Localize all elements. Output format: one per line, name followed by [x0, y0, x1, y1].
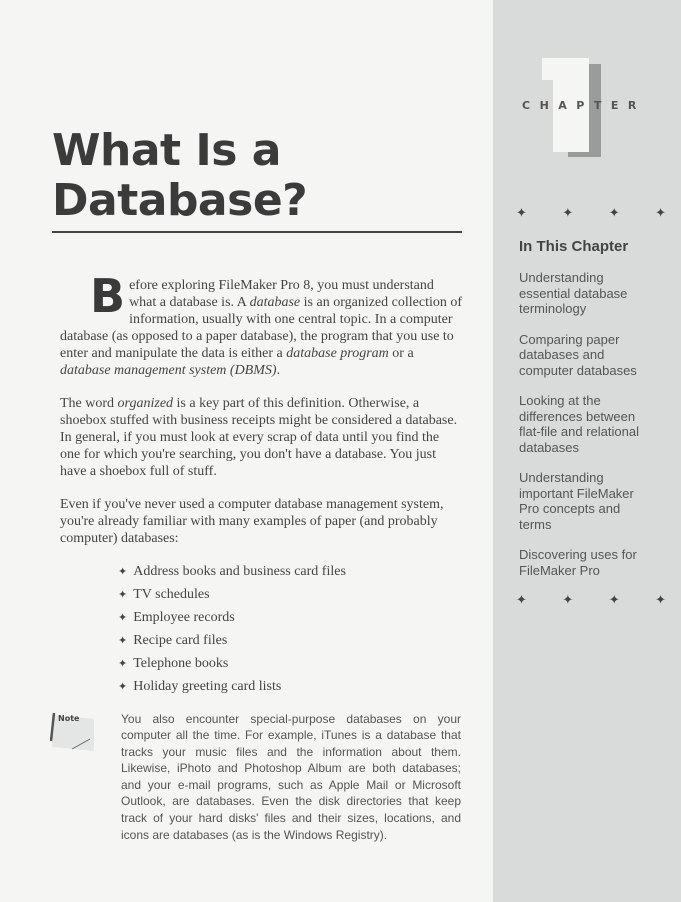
diamond-icon: ✦ — [562, 206, 574, 221]
in-this-chapter-panel — [516, 206, 666, 609]
note-box — [52, 711, 462, 844]
bullet-list — [60, 563, 462, 695]
paragraph — [60, 268, 463, 379]
title-rule — [52, 231, 462, 233]
list-item — [118, 678, 462, 695]
diamond-bullet-icon: ✦ — [118, 656, 128, 670]
list-item-text: TV schedules — [133, 586, 210, 602]
diamond-bullet-icon: ✦ — [118, 587, 128, 601]
chapter-topic: Understanding important FileMaker Pro concepts and terms — [519, 470, 634, 532]
chapter-number-notch — [542, 58, 556, 80]
diamond-bullet-icon: ✦ — [118, 633, 128, 647]
list-item-text: Address books and business card files — [133, 563, 346, 579]
note-label: Note — [58, 713, 80, 723]
list-item — [118, 609, 462, 626]
page-title: What Is a Database? — [52, 125, 308, 226]
text: is a key part of this definition. Otherwise, a shoebox stuffed with business receipts might be considered a database. In general, if you must look at every scrap of data until you find the one for which you're searching, you don't have a database. You just have a shoebox full of stuff. — [60, 395, 458, 479]
emphasis: database program — [286, 345, 389, 361]
drop-cap: B — [90, 268, 126, 323]
chapter-topic: Looking at the differences between flat-file and relational databases — [519, 393, 639, 455]
chapter-topic: Discovering uses for FileMaker Pro — [519, 547, 637, 578]
list-item-text: Holiday greeting card lists — [133, 678, 282, 694]
diamond-icon: ✦ — [655, 593, 666, 608]
chapter-topic: Comparing paper databases and computer databases — [519, 331, 637, 378]
text: . — [276, 362, 281, 378]
diamond-icon: ✦ — [562, 593, 574, 608]
list-item-text: Recipe card files — [133, 632, 228, 648]
text: The word — [60, 395, 118, 411]
diamond-icon: ✦ — [516, 206, 527, 221]
diamond-icon: ✦ — [516, 593, 527, 608]
list-item-text: Employee records — [133, 609, 235, 625]
in-this-chapter-list — [519, 270, 654, 593]
note-icon — [50, 711, 100, 759]
text: is an organized collection of information, usually with one central topic. In a computer database (as opposed to a paper database), the program that you use to enter and manipulate the data is either a — [60, 294, 463, 361]
body-text — [60, 268, 463, 701]
text: efore exploring FileMaker Pro 8, you must understand what a database is. A — [129, 277, 434, 310]
note-text: You also encounter special-purpose databases on your computer all the time. For example, iTunes is a database that tracks your music files and the information about them. Likewise, iPhoto and Photoshop Album are both databases; and your e-mail programs, such as Apple Mail or Microsoft Outlook, are databases. Even the disk directories that keep track of your hard disks' files and their sizes, locations, and icons are databases (as is the Windows Registry). — [121, 711, 461, 842]
diamond-divider-top — [516, 206, 666, 222]
text: or a — [388, 345, 414, 361]
emphasis: database — [249, 294, 301, 310]
paragraph — [60, 395, 462, 480]
diamond-bullet-icon: ✦ — [118, 564, 128, 578]
diamond-icon: ✦ — [608, 593, 620, 608]
list-item — [118, 655, 462, 672]
diamond-bullet-icon: ✦ — [118, 679, 128, 693]
diamond-bullet-icon: ✦ — [118, 610, 128, 624]
chapter-topic: Understanding essential database terminology — [519, 270, 628, 316]
main-column — [52, 126, 462, 843]
in-this-chapter-heading: In This Chapter — [519, 238, 629, 255]
diamond-divider-bottom — [516, 593, 666, 609]
chapter-label: CHAPTER — [522, 99, 646, 112]
emphasis: organized — [117, 395, 174, 411]
paragraph: Even if you've never used a computer database management system, you're already familiar with many examples of paper (and probably computer) databases: — [60, 496, 444, 546]
list-item — [118, 563, 462, 580]
emphasis: database management system (DBMS) — [60, 362, 277, 378]
list-item-text: Telephone books — [133, 655, 229, 671]
diamond-icon: ✦ — [608, 206, 620, 221]
list-item — [118, 632, 462, 649]
diamond-icon: ✦ — [655, 206, 666, 221]
list-item — [118, 586, 462, 603]
